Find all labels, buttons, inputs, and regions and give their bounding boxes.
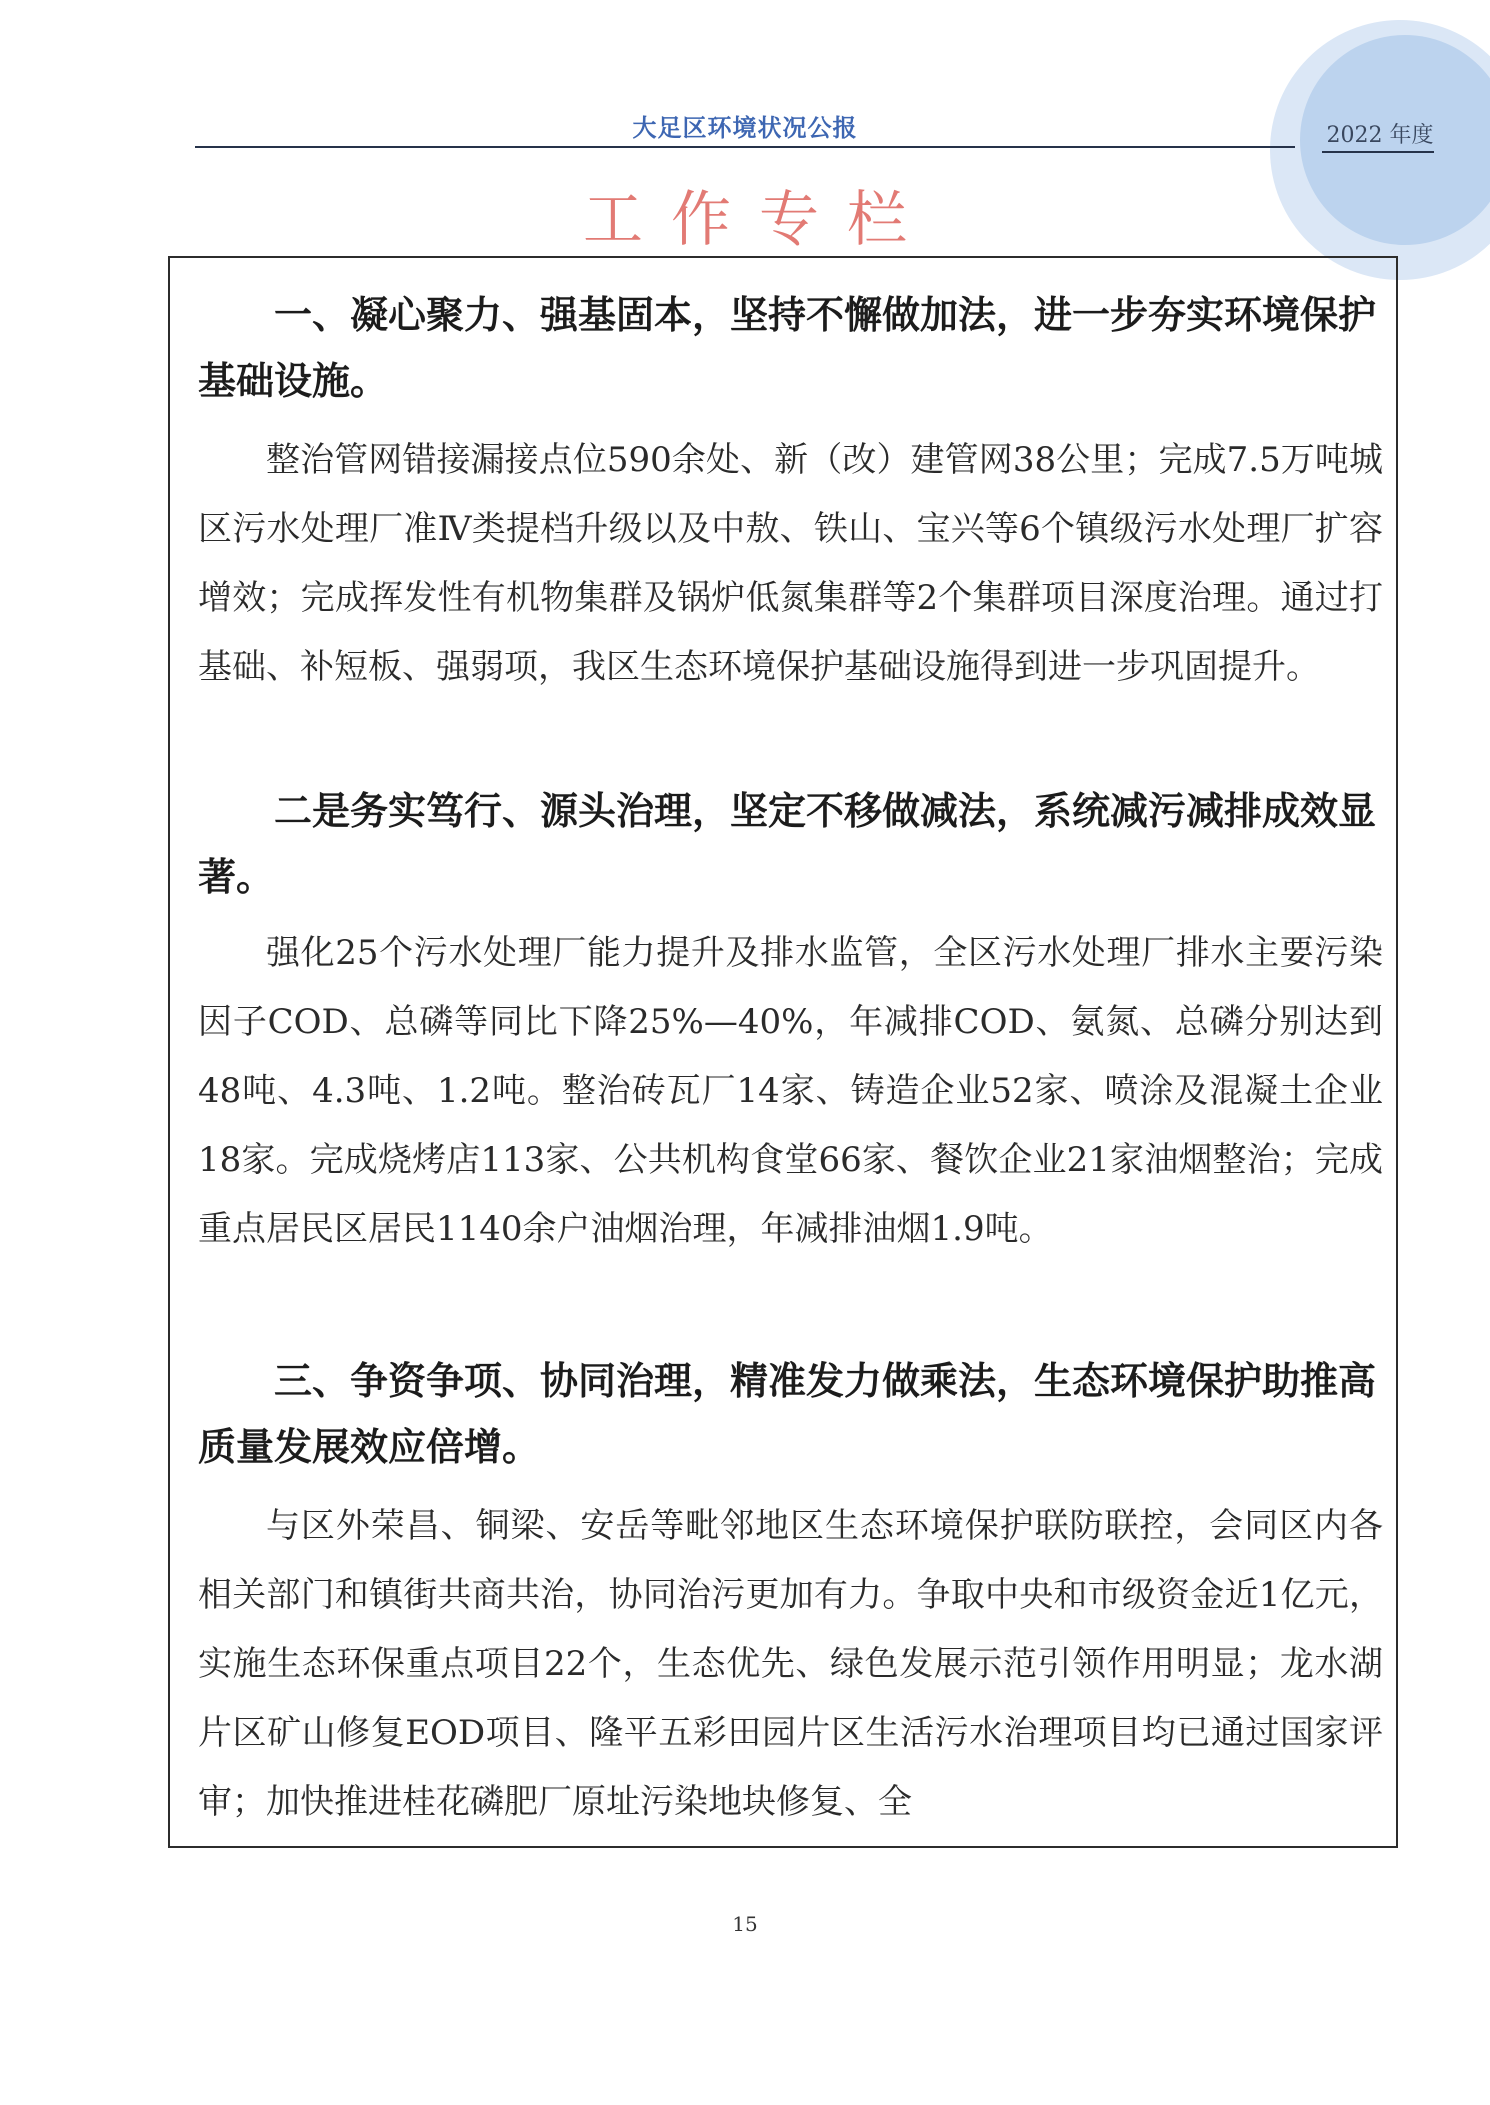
section-body-1: 整治管网错接漏接点位590余处、新（改）建管网38公里；完成7.5万吨城区污水处理厂准Ⅳ类提档升级以及中敖、铁山、宝兴等6个镇级污水处理厂扩容增效；完成挥发性有机物集群及锅炉低氮集群等2个集群项目深度治理。通过打基础、补短板、强弱项，我区生态环境保护基础设施得到进一步巩固提升。 (198, 440, 1383, 687)
report-header-year: 2022 年度 (1326, 123, 1434, 148)
section-heading-3: 三、争资争项、协同治理，精准发力做乘法，生态环境保护助推高质量发展效应倍增。 (198, 1359, 1377, 1469)
report-header-title: 大足区环境状况公报 (632, 113, 858, 142)
section-heading-2: 二是务实笃行、源头治理，坚定不移做减法，系统减污减排成效显著。 (198, 789, 1377, 899)
header-divider (195, 146, 1295, 148)
section-body-2: 强化25个污水处理厂能力提升及排水监管，全区污水处理厂排水主要污染因子COD、总磷等同比下降25%—40%，年减排COD、氨氮、总磷分别达到48吨、4.3吨、1.2吨。整治砖瓦厂14家、铸造企业52家、喷涂及混凝土企业18家。完成烧烤店113家、公共机构食堂66家、餐饮企业21家油烟整治；完成重点居民区居民1140余户油烟治理，年减排油烟1.9吨。 (198, 933, 1383, 1249)
section-body-3: 与区外荣昌、铜梁、安岳等毗邻地区生态环境保护联防联控，会同区内各相关部门和镇街共商共治，协同治污更加有力。争取中央和市级资金近1亿元，实施生态环保重点项目22个，生态优先、绿色发展示范引领作用明显；龙水湖片区矿山修复EOD项目、隆平五彩田园片区生活污水治理项目均已通过国家评审；加快推进桂花磷肥厂原址污染地块修复、全 (198, 1506, 1383, 1822)
page-heading: 工作专栏 (583, 185, 935, 255)
page-number: 15 (732, 1912, 758, 1936)
section-heading-1: 一、凝心聚力、强基固本，坚持不懈做加法，进一步夯实环境保护基础设施。 (198, 293, 1377, 403)
content-frame (168, 256, 1398, 1848)
year-underline (1322, 151, 1434, 153)
